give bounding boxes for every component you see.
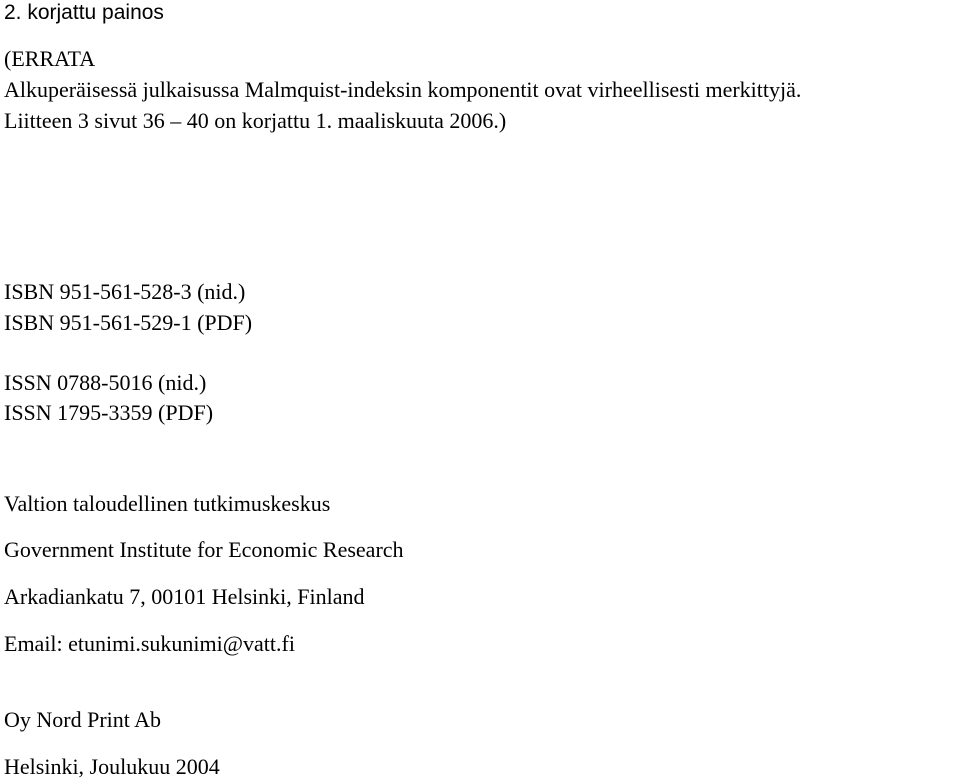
publisher-address: Arkadiankatu 7, 00101 Helsinki, Finland xyxy=(4,584,365,609)
isbn-pdf: ISBN 951-561-529-1 (PDF) xyxy=(4,310,253,335)
printer-place-date: Helsinki, Joulukuu 2004 xyxy=(4,754,220,779)
errata-line-2: Liitteen 3 sivut 36 – 40 on korjattu 1. maaliskuuta 2006.) xyxy=(4,108,507,133)
issn-print: ISSN 0788-5016 (nid.) xyxy=(4,370,207,395)
printer-name: Oy Nord Print Ab xyxy=(4,707,162,732)
errata-heading: (ERRATA xyxy=(4,46,96,71)
publisher-email[interactable]: Email: etunimi.sukunimi@vatt.fi xyxy=(4,631,295,656)
publisher-name-fi: Valtion taloudellinen tutkimuskeskus xyxy=(4,491,331,516)
edition-note: 2. korjattu painos xyxy=(4,1,164,24)
issn-pdf: ISSN 1795-3359 (PDF) xyxy=(4,400,214,425)
errata-line-1: Alkuperäisessä julkaisussa Malmquist-indeksin komponentit ovat virheellisesti merkittyjä. xyxy=(4,77,802,102)
isbn-print: ISBN 951-561-528-3 (nid.) xyxy=(4,279,246,304)
publisher-name-en: Government Institute for Economic Research xyxy=(4,537,404,562)
